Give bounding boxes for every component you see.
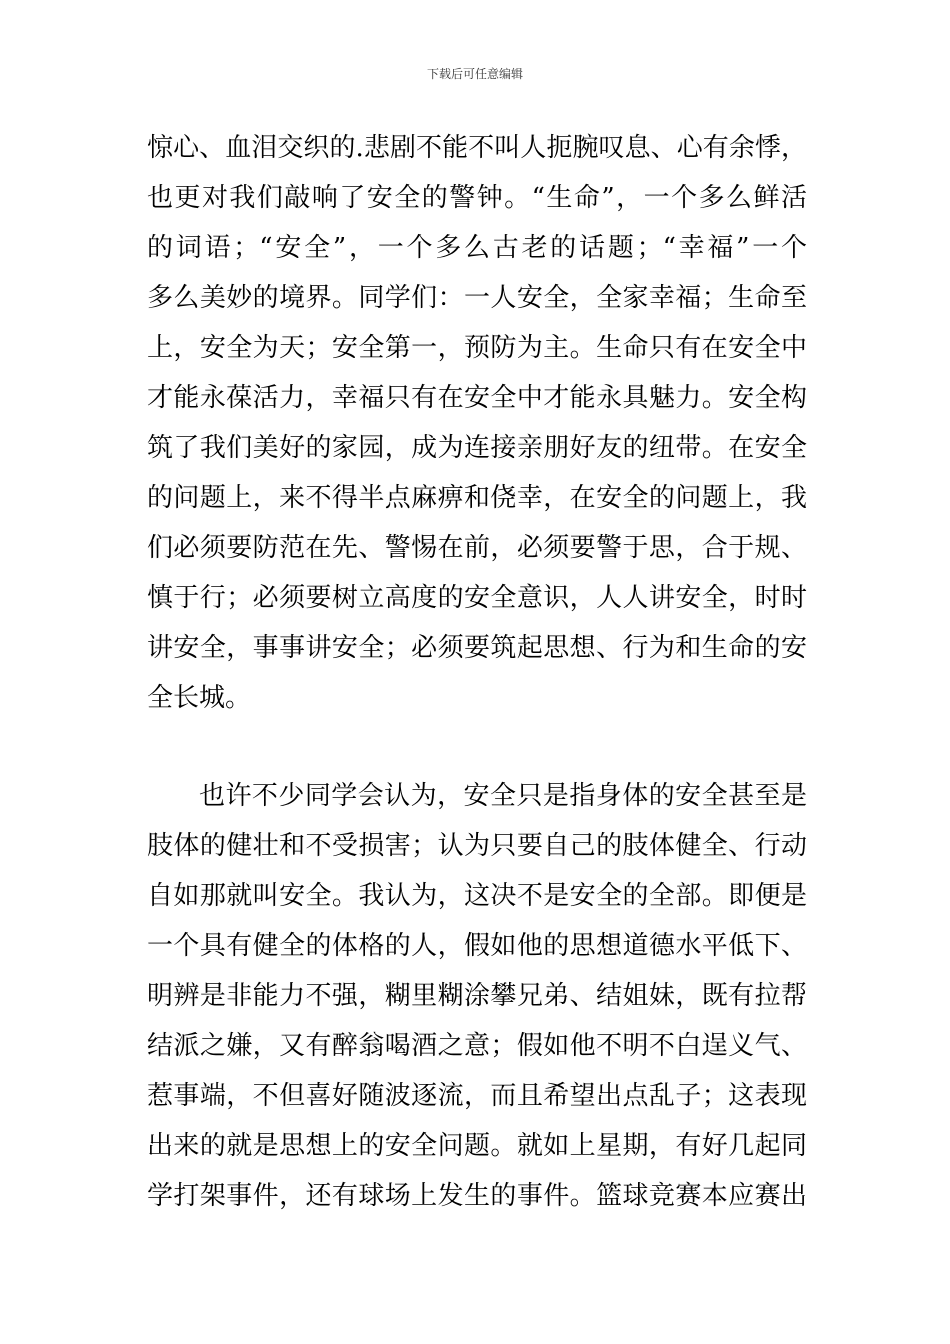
text-line: 讲安全，事事讲安全；必须要筑起思想、行为和生命的安 <box>147 633 807 663</box>
text-line: 出来的就是思想上的安全问题。就如上星期，有好几起同 <box>147 1131 807 1161</box>
paragraph-1 <box>147 123 807 723</box>
text-line: 慎于行；必须要树立高度的安全意识，人人讲安全，时时 <box>147 583 807 613</box>
text-line: 肢体的健壮和不受损害；认为只要自己的肢体健全、行动 <box>147 831 807 861</box>
paragraph-2 <box>147 771 807 1221</box>
text-line: 惊心、血泪交织的.悲剧不能不叫人扼腕叹息、心有余悸， <box>147 133 807 163</box>
text-line: 才能永葆活力，幸福只有在安全中才能永具魅力。安全构 <box>147 383 807 413</box>
text-line: 的问题上，来不得半点麻痹和侥幸，在安全的问题上，我 <box>147 483 807 513</box>
text-line: 自如那就叫安全。我认为，这决不是安全的全部。即便是 <box>147 881 807 911</box>
text-line: 筑了我们美好的家园，成为连接亲朋好友的纽带。在安全 <box>147 433 807 463</box>
text-line: 明辨是非能力不强，糊里糊涂攀兄弟、结姐妹，既有拉帮 <box>147 981 807 1011</box>
text-line: 多么美妙的境界。同学们：一人安全，全家幸福；生命至 <box>147 283 807 313</box>
text-line: 全长城。 <box>147 683 252 713</box>
text-line: 惹事端，不但喜好随波逐流，而且希望出点乱子；这表现 <box>147 1081 807 1111</box>
text-line: 们必须要防范在先、警惕在前，必须要警于思，合于规、 <box>147 533 807 563</box>
page-header: 下载后可任意编辑 <box>426 67 523 81</box>
text-line: 上，安全为天；安全第一，预防为主。生命只有在安全中 <box>147 333 807 363</box>
text-line: 也更对我们敲响了安全的警钟。“生命”，一个多么鲜活 <box>147 183 807 213</box>
text-line: 也许不少同学会认为，安全只是指身体的安全甚至是 <box>199 781 807 811</box>
text-line: 学打架事件，还有球场上发生的事件。篮球竞赛本应赛出 <box>147 1181 807 1211</box>
text-line: 的词语；“安全”，一个多么古老的话题；“幸福”一个 <box>147 233 807 263</box>
text-line: 结派之嫌，又有醉翁喝酒之意；假如他不明不白逞义气、 <box>147 1031 807 1061</box>
text-line: 一个具有健全的体格的人，假如他的思想道德水平低下、 <box>147 931 807 961</box>
